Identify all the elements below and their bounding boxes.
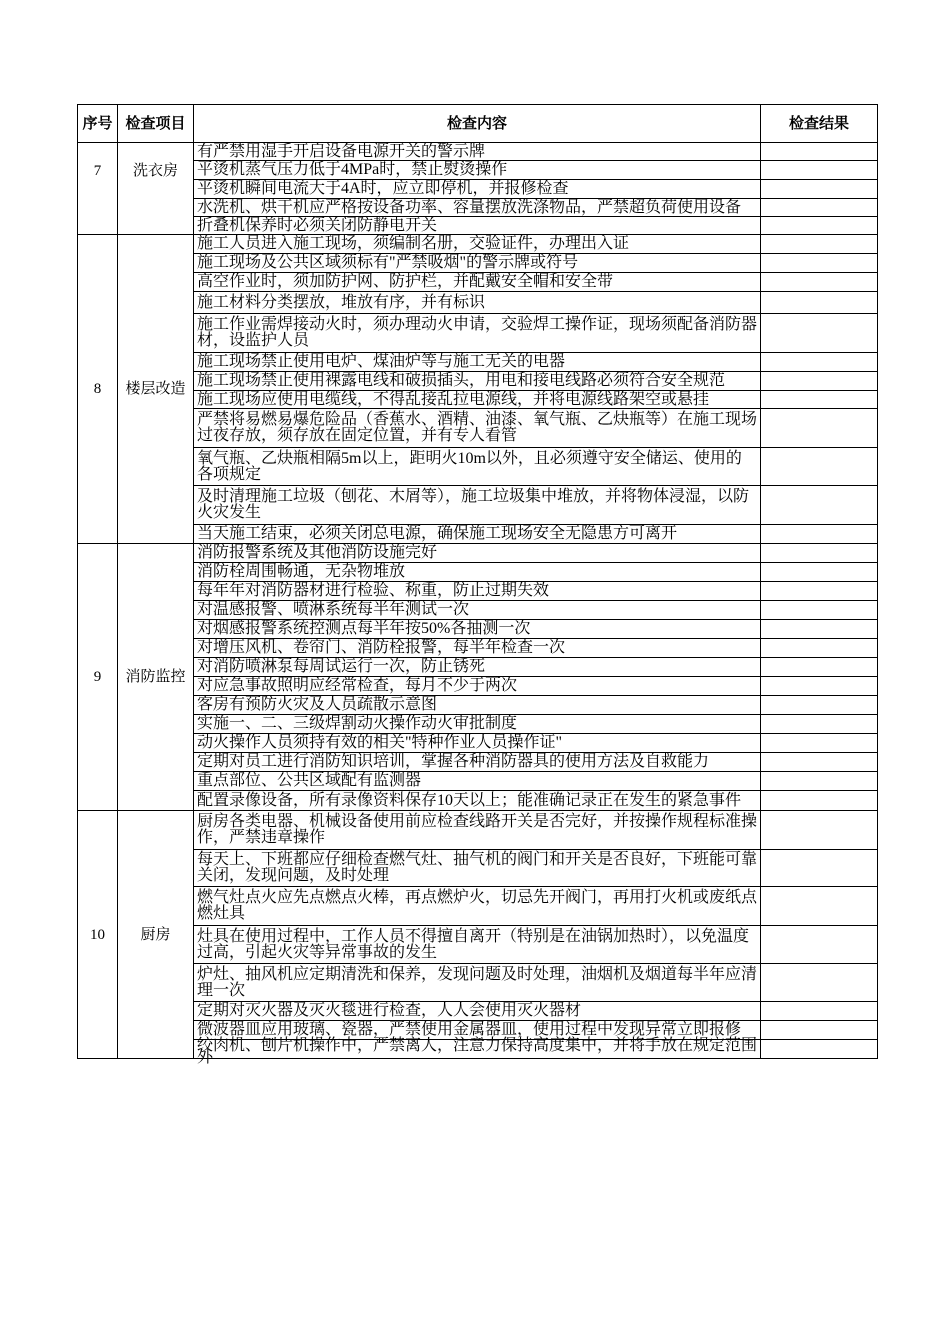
table-row [78,772,878,791]
header-seq: 序号 [78,105,118,143]
group-name: 洗衣房 [118,143,194,235]
table-row [78,582,878,601]
check-content: 绞肉机、刨片机操作中，严禁离人，注意力保持高度集中，并将手放在规定范围外 [197,1037,758,1066]
check-content: 对烟感报警系统控测点每半年按50%各抽测一次 [194,620,761,639]
check-content: 折叠机保养时必须关闭防静电开关 [194,217,761,235]
check-result-cell [761,161,878,180]
header-item: 检查项目 [118,105,194,143]
check-result-cell [761,199,878,217]
check-content: 平烫机瞬间电流大于4A时，应立即停机，并报修检查 [194,180,761,199]
table-row [78,677,878,696]
check-content: 重点部位、公共区域配有监测器 [194,772,761,791]
check-content: 消防栓周围畅通，无杂物堆放 [194,563,761,582]
table-row [78,620,878,639]
check-content: 严禁将易燃易爆危险品（香蕉水、酒精、油漆、氧气瓶、乙炔瓶等）在施工现场过夜存放，须存放在固定位置，并有专人看管 [194,409,761,448]
check-content: 厨房各类电器、机械设备使用前应检查线路开关是否完好，并按操作规程标准操作，严禁违章操作 [194,811,761,850]
table-row [78,486,878,525]
check-result-cell [761,791,878,811]
check-result-cell [761,448,878,486]
check-content: 施工作业需焊接动火时，须办理动火申请，交验焊工操作证，现场须配备消防器材，设监护人员 [194,314,761,353]
header-result: 检查结果 [761,105,878,143]
group-name: 消防监控 [118,544,194,811]
check-result-cell [761,964,878,1002]
check-result-cell [761,372,878,391]
check-result-cell [761,926,878,964]
table-row [78,1002,878,1021]
check-result-cell [761,1021,878,1040]
check-result-cell [761,217,878,235]
check-result-cell [761,658,878,677]
check-result-cell [761,772,878,791]
check-result-cell [761,734,878,753]
check-content: 燃气灶点火应先点燃点火棒，再点燃炉火，切忌先开阀门，再用打火机或废纸点燃灶具 [194,887,761,926]
check-content: 微波器皿应用玻璃、瓷器，严禁使用金属器皿，使用过程中发现异常立即报修 [194,1021,761,1040]
check-content: 消防报警系统及其他消防设施完好 [194,544,761,563]
table-row [78,254,878,273]
table-row [78,409,878,448]
check-content: 施工人员进入施工现场，须编制名册，交验证件，办理出入证 [194,235,761,254]
check-result-cell [761,273,878,292]
group-seq: 7 [78,143,118,235]
check-content-cell [194,1037,761,1066]
check-content: 施工现场应使用电缆线，不得乱接乱拉电源线，并将电源线路架空或悬挂 [194,391,761,409]
check-content: 施工现场及公共区域须标有"严禁吸烟"的警示牌或符号 [194,254,761,273]
check-result-cell [761,525,878,544]
check-result-cell [761,486,878,525]
check-result-cell [761,235,878,254]
check-result-cell [761,639,878,658]
check-result-cell [761,544,878,563]
table-row [78,448,878,486]
group-seq: 8 [78,235,118,544]
check-result-cell [761,314,878,353]
check-result-cell [761,601,878,620]
header-content: 检查内容 [194,105,761,143]
check-content: 施工现场禁止使用电炉、煤油炉等与施工无关的电器 [194,353,761,372]
check-content: 定期对灭火器及灭火毯进行检查，人人会使用灭火器材 [194,1002,761,1021]
check-result-cell [761,143,878,161]
check-content: 施工现场禁止使用裸露电线和破损插头，用电和接电线路必须符合安全规范 [194,372,761,391]
check-result-cell [761,180,878,199]
table-row [78,314,878,353]
check-result-cell [761,715,878,734]
check-result-cell [761,563,878,582]
table-row [78,391,878,409]
check-content: 每天上、下班都应仔细检查燃气灶、抽气机的阀门和开关是否良好，下班能可靠关闭，发现问题，及时处理 [194,850,761,887]
check-content: 及时清理施工垃圾（刨花、木屑等），施工垃圾集中堆放，并将物体浸湿，以防火灾发生 [194,486,761,525]
table-row [78,791,878,811]
table-row [78,926,878,964]
check-content: 动火操作人员须持有效的相关"特种作业人员操作证" [194,734,761,753]
check-result-cell [761,811,878,850]
table-row [78,235,878,254]
group-seq: 9 [78,544,118,811]
table-row [78,887,878,926]
table-row [78,850,878,887]
check-content: 灶具在使用过程中，工作人员不得擅自离开（特别是在油锅加热时），以免温度过高，引起火灾等异常事故的发生 [194,926,761,964]
check-content: 实施一、二、三级焊割动火操作动火审批制度 [194,715,761,734]
check-content: 对温感报警、喷淋系统每半年测试一次 [194,601,761,620]
table-row [78,811,878,850]
table-row [78,753,878,772]
check-result-cell [761,292,878,314]
check-content: 高空作业时，须加防护网、防护栏，并配戴安全帽和安全带 [194,273,761,292]
table-row [78,161,878,180]
check-content: 炉灶、抽风机应定期清洗和保养，发现问题及时处理，油烟机及烟道每半年应清理一次 [194,964,761,1002]
table-row [78,1040,878,1059]
table-row [78,696,878,715]
table-row [78,601,878,620]
table-row [78,658,878,677]
check-content: 客房有预防火灾及人员疏散示意图 [194,696,761,715]
check-result-cell [761,620,878,639]
table-row [78,273,878,292]
check-result-cell [761,677,878,696]
table-row [78,199,878,217]
table-row [78,180,878,199]
table-row [78,964,878,1002]
header-row [78,105,878,143]
table-row [78,563,878,582]
check-content: 有严禁用湿手开启设备电源开关的警示牌 [194,143,761,161]
check-result-cell [761,353,878,372]
table-row [78,372,878,391]
table-row [78,353,878,372]
check-content: 平烫机蒸气压力低于4MPa时，禁止熨烫操作 [194,161,761,180]
table-row [78,217,878,235]
check-content: 对应急事故照明应经常检查，每月不少于两次 [194,677,761,696]
inspection-table [77,104,878,1066]
check-content: 水洗机、烘干机应严格按设备功率、容量摆放洗涤物品，严禁超负荷使用设备 [194,199,761,217]
check-result-cell [761,409,878,448]
check-content: 当天施工结束，必须关闭总电源，确保施工现场安全无隐患方可离开 [194,525,761,544]
group-name: 楼层改造 [118,235,194,544]
table-row [78,715,878,734]
check-content: 每年年对消防器材进行检验、称重，防止过期失效 [194,582,761,601]
group-seq: 10 [78,811,118,1059]
group-name: 厨房 [118,811,194,1059]
check-result-cell [761,1002,878,1021]
check-result-cell [761,582,878,601]
check-content: 对增压风机、卷帘门、消防栓报警，每半年检查一次 [194,639,761,658]
check-result-cell [761,850,878,887]
check-result-cell [761,753,878,772]
table-row [78,525,878,544]
table-row [78,639,878,658]
check-content: 氧气瓶、乙炔瓶相隔5m以上，距明火10m以外，且必须遵守安全储运、使用的各项规定 [194,448,761,486]
check-content: 施工材料分类摆放，堆放有序，并有标识 [194,292,761,314]
check-result-cell [761,254,878,273]
check-result-cell [761,887,878,926]
table-row [78,734,878,753]
check-content: 定期对员工进行消防知识培训，掌握各种消防器具的使用方法及自救能力 [194,753,761,772]
table-row [78,292,878,314]
check-content: 对消防喷淋泵每周试运行一次，防止锈死 [194,658,761,677]
check-result-cell [761,696,878,715]
check-result-cell [761,1040,878,1059]
table-row [78,544,878,563]
table-row [78,143,878,161]
check-content: 配置录像设备，所有录像资料保存10天以上；能准确记录正在发生的紧急事件 [194,791,761,811]
check-result-cell [761,391,878,409]
